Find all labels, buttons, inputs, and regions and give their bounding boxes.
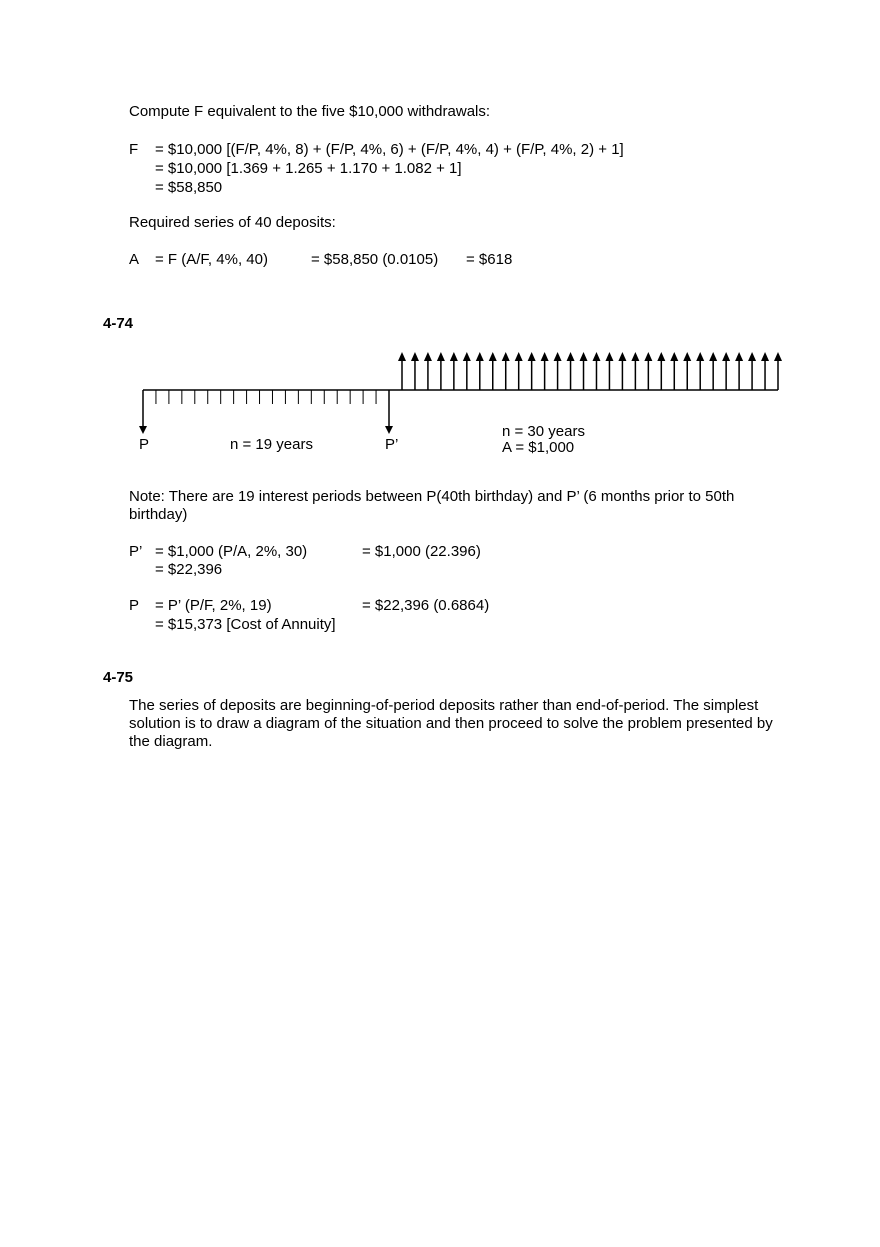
annuity-arrowhead [618,352,626,361]
annuity-arrowhead [722,352,730,361]
label-p: P [139,436,150,453]
f-label: F [129,141,139,158]
annuity-arrowhead [748,352,756,361]
annuity-arrowhead [463,352,471,361]
annuity-arrowhead [580,352,588,361]
label-n-19-years: n = 19 years [230,436,313,453]
a-equation-part-3: = $618 [466,251,513,268]
a-equation-part-1: = F (A/F, 4%, 40) [155,251,268,268]
annuity-arrowhead [696,352,704,361]
annuity-arrowhead [515,352,523,361]
annuity-arrowhead [541,352,549,361]
p-equation-1b: = $22,396 (0.6864) [362,597,490,614]
p-prime-equation-2: = $22,396 [155,561,223,578]
p-equation-1a: = P’ (P/F, 2%, 19) [155,597,272,614]
annuity-arrowhead [657,352,665,361]
annuity-arrowhead [605,352,613,361]
f-equation-line-2: = $10,000 [1.369 + 1.265 + 1.170 + 1.082 + 1] [155,160,462,177]
problem-4-75-text: The series of deposits are beginning-of-period deposits rather than end-of-period. The simplest solution is to draw a diagram of the situation and then proceed to solve the problem presented by the diagram. [129,697,773,750]
problem-heading-4-75: 4-75 [103,669,134,686]
p-prime-equation-1b: = $1,000 (22.396) [362,543,481,560]
annuity-arrowhead [424,352,432,361]
period-ticks [156,390,376,404]
p-prime-label: P’ [129,543,143,560]
note-text: Note: There are 19 interest periods between P(40th birthday) and P’ (6 months prior to 50th birthday) [129,488,735,523]
annuity-arrowhead [450,352,458,361]
annuity-arrowhead [735,352,743,361]
label-annuity-amount: A = $1,000 [502,439,575,456]
annuity-arrowhead [398,352,406,361]
annuity-arrowhead [554,352,562,361]
annuity-arrowhead [709,352,717,361]
annuity-arrowhead [476,352,484,361]
annuity-arrowhead [761,352,769,361]
annuity-arrowhead [644,352,652,361]
a-equation-part-2: = $58,850 (0.0105) [311,251,439,268]
p-label: P [129,597,140,614]
label-n-30-years: n = 30 years [502,423,585,440]
p-equation-2: = $15,373 [Cost of Annuity] [155,616,336,633]
annuity-arrowhead [567,352,575,361]
annuity-arrowhead [437,352,445,361]
annuity-arrowhead [683,352,691,361]
p-prime-equation-1a: = $1,000 (P/A, 2%, 30) [155,543,308,560]
annuity-arrowhead [411,352,419,361]
annuity-arrows [398,352,782,390]
f-equation-line-3: = $58,850 [155,179,223,196]
required-series-text: Required series of 40 deposits: [129,214,336,231]
annuity-arrowhead [528,352,536,361]
annuity-arrowhead [631,352,639,361]
annuity-arrowhead [489,352,497,361]
f-equation-line-1: = $10,000 [(F/P, 4%, 8) + (F/P, 4%, 6) + (F/P, 4%, 4) + (F/P, 4%, 2) + 1] [155,141,624,158]
intro-text: Compute F equivalent to the five $10,000 withdrawals: [129,103,491,120]
annuity-arrowhead [670,352,678,361]
annuity-arrowhead [774,352,782,361]
problem-heading-4-74: 4-74 [103,315,134,332]
label-p-prime: P’ [385,436,399,453]
annuity-arrowhead [592,352,600,361]
annuity-arrowhead [502,352,510,361]
a-label: A [129,251,140,268]
